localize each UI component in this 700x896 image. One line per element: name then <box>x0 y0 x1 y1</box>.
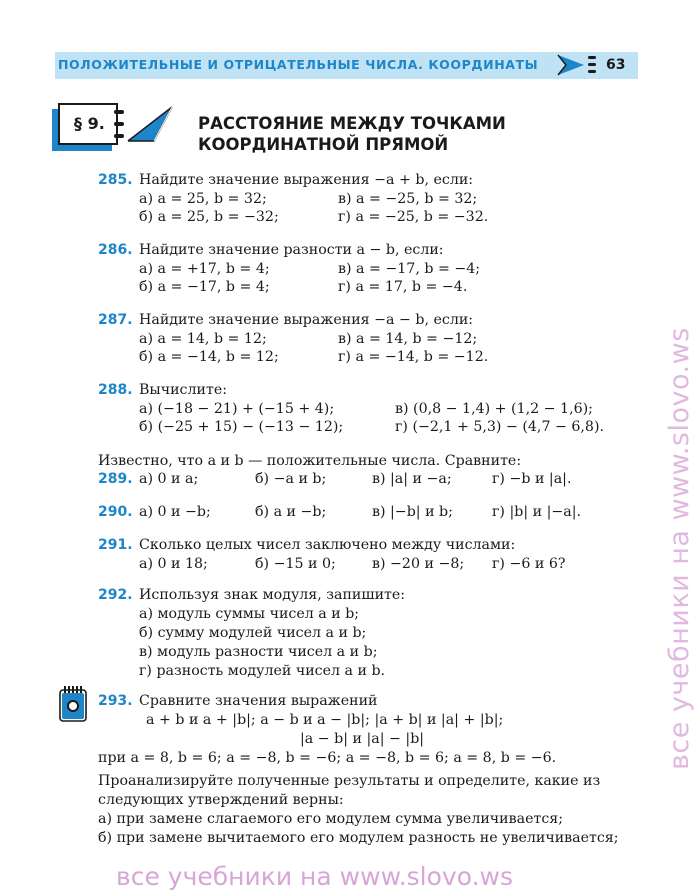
problem-number: 287. <box>98 312 133 328</box>
running-header-title: ПОЛОЖИТЕЛЬНЫЕ И ОТРИЦАТЕЛЬНЫЕ ЧИСЛА. КООРДИНАТЫ <box>58 57 539 72</box>
answer-option: в) |a| и −a; <box>372 471 452 487</box>
watermark-side: все учебники на www.slovo.ws <box>664 327 695 770</box>
answer-option: в) −20 и −8; <box>372 556 465 572</box>
answer-option: б) a = −14, b = 12; <box>139 349 279 365</box>
paper-plane-icon <box>556 53 586 77</box>
expression-line: a + b и a + |b|; a − b и a − |b|; |a + b| и |a| + |b|; <box>146 712 504 728</box>
analysis-text: Проанализируйте полученные результаты и определите, какие из <box>98 773 601 789</box>
answer-option: а) a = 25, b = 32; <box>139 191 267 207</box>
answer-option: б) −15 и 0; <box>255 556 336 572</box>
problem-number: 289. <box>98 471 133 487</box>
answer-option: г) −b и |a|. <box>492 471 572 487</box>
problem-number: 292. <box>98 587 133 603</box>
problem-text: Сколько целых чисел заключено между числами: <box>139 537 516 553</box>
answer-option: г) разность модулей чисел a и b. <box>139 663 386 679</box>
paper-plane-icon <box>124 105 176 145</box>
answer-option: в) a = 14, b = −12; <box>338 331 478 347</box>
section-title <box>198 113 506 155</box>
intro-text: Известно, что a и b — положительные числа. Сравните: <box>98 453 522 469</box>
spiral-binding-icon <box>586 53 598 77</box>
problem-number: 291. <box>98 537 133 553</box>
answer-option: а) (−18 − 21) + (−15 + 4); <box>139 401 335 417</box>
section-title-line-2: КООРДИНАТНОЙ ПРЯМОЙ <box>198 135 449 154</box>
problem-text: Сравните значения выражений <box>139 693 378 709</box>
answer-option: а) 0 и a; <box>139 471 199 487</box>
answer-option: а) 0 и 18; <box>139 556 208 572</box>
answer-option: б) a = −17, b = 4; <box>139 279 270 295</box>
answer-option: в) модуль разности чисел a и b; <box>139 644 378 660</box>
statement: а) при замене слагаемого его модулем сумма увеличивается; <box>98 811 563 827</box>
problem-text: Используя знак модуля, запишите: <box>139 587 406 603</box>
problem-number: 285. <box>98 172 133 188</box>
answer-option: г) a = −14, b = −12. <box>338 349 489 365</box>
problem-number: 293. <box>98 693 133 709</box>
answer-option: г) (−2,1 + 5,3) − (4,7 − 6,8). <box>395 419 604 435</box>
problem-number: 286. <box>98 242 133 258</box>
page-number: 63 <box>606 57 626 73</box>
problem-number: 288. <box>98 382 133 398</box>
answer-option: в) |−b| и b; <box>372 504 453 520</box>
answer-option: в) (0,8 − 1,4) + (1,2 − 1,6); <box>395 401 593 417</box>
answer-option: а) модуль суммы чисел a и b; <box>139 606 360 622</box>
answer-option: а) a = 14, b = 12; <box>139 331 267 347</box>
problem-text: Найдите значение выражения −a − b, если: <box>139 312 474 328</box>
answer-option: а) 0 и −b; <box>139 504 211 520</box>
answer-option: в) a = −25, b = 32; <box>338 191 478 207</box>
problem-text: Найдите значение разности a − b, если: <box>139 242 444 258</box>
expression-line: |a − b| и |a| − |b| <box>300 731 425 747</box>
answer-option: б) сумму модулей чисел a и b; <box>139 625 367 641</box>
answer-option: г) a = 17, b = −4. <box>338 279 468 295</box>
answer-option: г) −6 и 6? <box>492 556 566 572</box>
problem-text: Вычислите: <box>139 382 227 398</box>
problem-number: 290. <box>98 504 133 520</box>
section-number: § 9. <box>74 114 105 133</box>
section-title-line-1: РАССТОЯНИЕ МЕЖДУ ТОЧКАМИ <box>198 114 506 133</box>
answer-option: г) a = −25, b = −32. <box>338 209 489 225</box>
values-line: при a = 8, b = 6; a = −8, b = −6; a = −8, b = 6; a = 8, b = −6. <box>98 750 557 766</box>
notepad-icon <box>58 685 88 723</box>
answer-option: б) a и −b; <box>255 504 327 520</box>
answer-option: г) |b| и |−a|. <box>492 504 582 520</box>
answer-option: в) a = −17, b = −4; <box>338 261 481 277</box>
answer-option: б) (−25 + 15) − (−13 − 12); <box>139 419 344 435</box>
watermark-bottom: все учебники на www.slovo.ws <box>116 862 513 891</box>
statement: б) при замене вычитаемого его модулем разность не увеличивается; <box>98 830 619 846</box>
analysis-text: следующих утверждений верны: <box>98 792 344 808</box>
answer-option: б) a = 25, b = −32; <box>139 209 279 225</box>
answer-option: а) a = +17, b = 4; <box>139 261 270 277</box>
answer-option: б) −a и b; <box>255 471 327 487</box>
problem-text: Найдите значение выражения −a + b, если: <box>139 172 474 188</box>
